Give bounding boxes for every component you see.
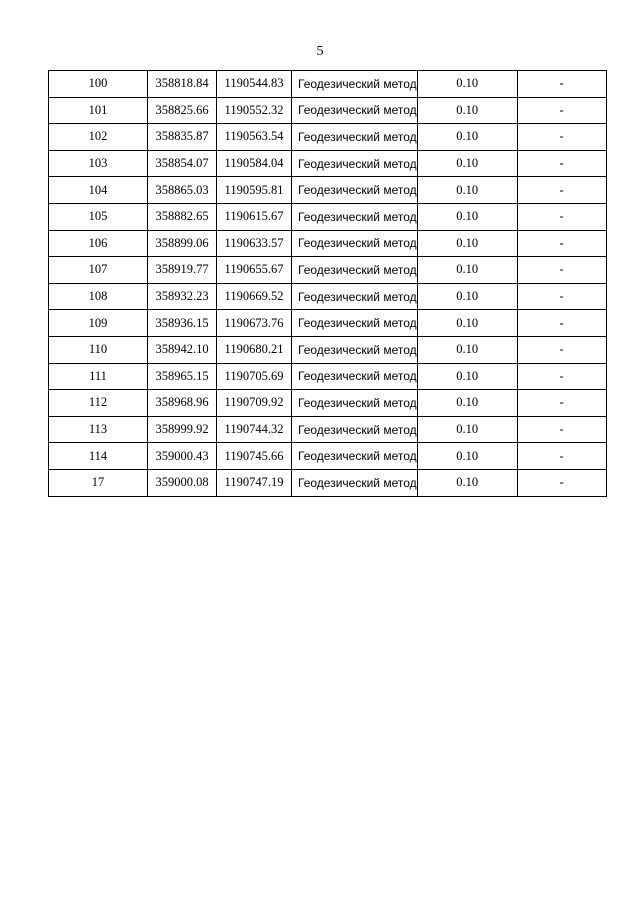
method-cell: Геодезический метод: [292, 443, 418, 470]
point-number-cell: 109: [49, 310, 148, 337]
x-coordinate-cell: 358965.15: [148, 363, 217, 390]
description-cell: -: [517, 124, 606, 151]
point-number-cell: 101: [49, 97, 148, 124]
x-coordinate-cell: 358968.96: [148, 390, 217, 417]
y-coordinate-cell: 1190595.81: [217, 177, 292, 204]
x-coordinate-cell: 359000.08: [148, 469, 217, 496]
table-row: [49, 124, 607, 151]
y-coordinate-cell: 1190615.67: [217, 203, 292, 230]
y-coordinate-cell: 1190563.54: [217, 124, 292, 151]
description-cell: -: [517, 230, 606, 257]
accuracy-cell: 0.10: [417, 177, 517, 204]
page-number: 5: [316, 44, 324, 59]
method-cell: Геодезический метод: [292, 71, 418, 98]
coordinates-table-body: [49, 71, 607, 497]
accuracy-cell: 0.10: [417, 469, 517, 496]
description-cell: -: [517, 336, 606, 363]
accuracy-cell: 0.10: [417, 336, 517, 363]
description-cell: -: [517, 97, 606, 124]
table-row: [49, 363, 607, 390]
table-row: [49, 71, 607, 98]
accuracy-cell: 0.10: [417, 124, 517, 151]
x-coordinate-cell: 358825.66: [148, 97, 217, 124]
description-cell: -: [517, 257, 606, 284]
table-row: [49, 469, 607, 496]
x-coordinate-cell: 358919.77: [148, 257, 217, 284]
method-cell: Геодезический метод: [292, 390, 418, 417]
y-coordinate-cell: 1190747.19: [217, 469, 292, 496]
coordinates-table: [48, 70, 607, 497]
method-cell: Геодезический метод: [292, 257, 418, 284]
y-coordinate-cell: 1190673.76: [217, 310, 292, 337]
y-coordinate-cell: 1190680.21: [217, 336, 292, 363]
accuracy-cell: 0.10: [417, 416, 517, 443]
method-cell: Геодезический метод: [292, 230, 418, 257]
table-row: [49, 390, 607, 417]
x-coordinate-cell: 358936.15: [148, 310, 217, 337]
x-coordinate-cell: 358882.65: [148, 203, 217, 230]
y-coordinate-cell: 1190669.52: [217, 283, 292, 310]
x-coordinate-cell: 358854.07: [148, 150, 217, 177]
y-coordinate-cell: 1190655.67: [217, 257, 292, 284]
description-cell: -: [517, 177, 606, 204]
method-cell: Геодезический метод: [292, 177, 418, 204]
description-cell: -: [517, 390, 606, 417]
y-coordinate-cell: 1190544.83: [217, 71, 292, 98]
accuracy-cell: 0.10: [417, 283, 517, 310]
method-cell: Геодезический метод: [292, 363, 418, 390]
description-cell: -: [517, 71, 606, 98]
x-coordinate-cell: 358942.10: [148, 336, 217, 363]
point-number-cell: 104: [49, 177, 148, 204]
table-row: [49, 97, 607, 124]
accuracy-cell: 0.10: [417, 310, 517, 337]
point-number-cell: 110: [49, 336, 148, 363]
y-coordinate-cell: 1190552.32: [217, 97, 292, 124]
point-number-cell: 100: [49, 71, 148, 98]
method-cell: Геодезический метод: [292, 336, 418, 363]
point-number-cell: 106: [49, 230, 148, 257]
point-number-cell: 105: [49, 203, 148, 230]
y-coordinate-cell: 1190744.32: [217, 416, 292, 443]
x-coordinate-cell: 358865.03: [148, 177, 217, 204]
y-coordinate-cell: 1190705.69: [217, 363, 292, 390]
y-coordinate-cell: 1190584.04: [217, 150, 292, 177]
table-row: [49, 283, 607, 310]
accuracy-cell: 0.10: [417, 363, 517, 390]
accuracy-cell: 0.10: [417, 97, 517, 124]
description-cell: -: [517, 150, 606, 177]
accuracy-cell: 0.10: [417, 203, 517, 230]
x-coordinate-cell: 359000.43: [148, 443, 217, 470]
point-number-cell: 102: [49, 124, 148, 151]
table-row: [49, 230, 607, 257]
table-row: [49, 150, 607, 177]
table-row: [49, 177, 607, 204]
method-cell: Геодезический метод: [292, 124, 418, 151]
y-coordinate-cell: 1190745.66: [217, 443, 292, 470]
x-coordinate-cell: 358835.87: [148, 124, 217, 151]
accuracy-cell: 0.10: [417, 71, 517, 98]
method-cell: Геодезический метод: [292, 416, 418, 443]
method-cell: Геодезический метод: [292, 310, 418, 337]
description-cell: -: [517, 443, 606, 470]
point-number-cell: 107: [49, 257, 148, 284]
table-row: [49, 310, 607, 337]
method-cell: Геодезический метод: [292, 150, 418, 177]
table-row: [49, 443, 607, 470]
accuracy-cell: 0.10: [417, 443, 517, 470]
method-cell: Геодезический метод: [292, 469, 418, 496]
point-number-cell: 113: [49, 416, 148, 443]
x-coordinate-cell: 358932.23: [148, 283, 217, 310]
x-coordinate-cell: 358818.84: [148, 71, 217, 98]
x-coordinate-cell: 358899.06: [148, 230, 217, 257]
description-cell: -: [517, 310, 606, 337]
point-number-cell: 112: [49, 390, 148, 417]
description-cell: -: [517, 469, 606, 496]
table-row: [49, 416, 607, 443]
accuracy-cell: 0.10: [417, 257, 517, 284]
accuracy-cell: 0.10: [417, 150, 517, 177]
method-cell: Геодезический метод: [292, 283, 418, 310]
method-cell: Геодезический метод: [292, 203, 418, 230]
description-cell: -: [517, 203, 606, 230]
description-cell: -: [517, 363, 606, 390]
y-coordinate-cell: 1190709.92: [217, 390, 292, 417]
table-row: [49, 257, 607, 284]
y-coordinate-cell: 1190633.57: [217, 230, 292, 257]
description-cell: -: [517, 283, 606, 310]
point-number-cell: 114: [49, 443, 148, 470]
point-number-cell: 103: [49, 150, 148, 177]
x-coordinate-cell: 358999.92: [148, 416, 217, 443]
point-number-cell: 108: [49, 283, 148, 310]
accuracy-cell: 0.10: [417, 230, 517, 257]
accuracy-cell: 0.10: [417, 390, 517, 417]
table-row: [49, 203, 607, 230]
table-row: [49, 336, 607, 363]
point-number-cell: 111: [49, 363, 148, 390]
description-cell: -: [517, 416, 606, 443]
point-number-cell: 17: [49, 469, 148, 496]
method-cell: Геодезический метод: [292, 97, 418, 124]
